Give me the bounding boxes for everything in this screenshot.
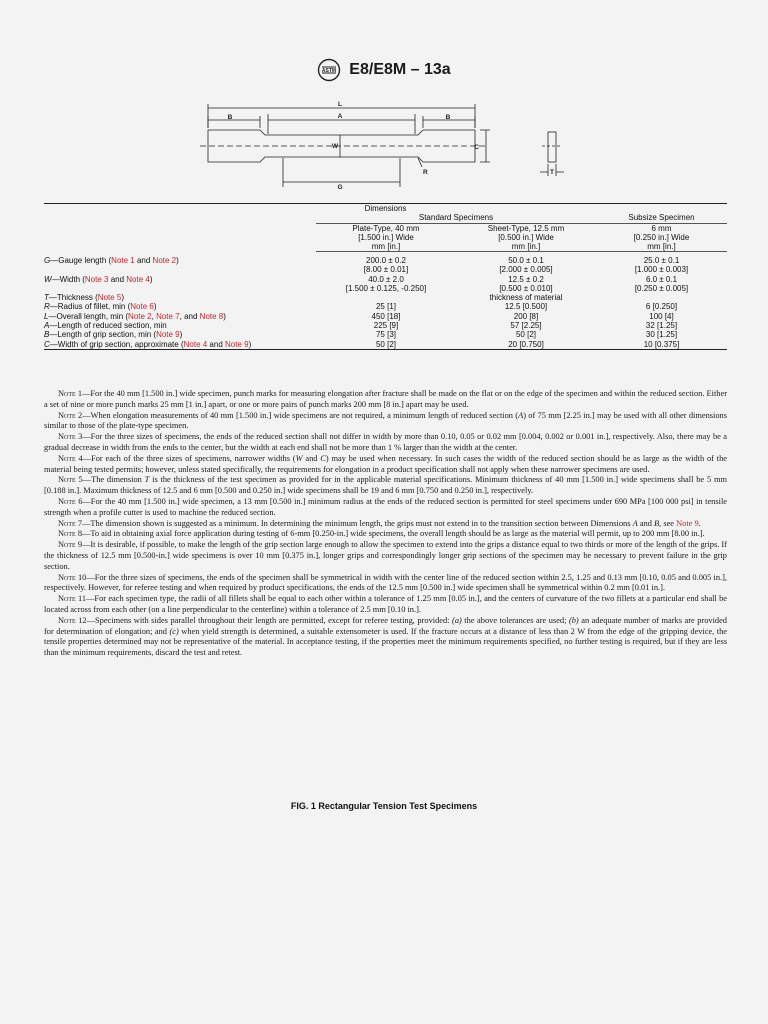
units-sheet: mm [in.] [456,242,596,252]
col-plate-line2: [1.500 in.] Wide [358,232,414,242]
dim-label-b-left: B [227,114,233,121]
dim-label-g: G [337,184,343,191]
col-sheet-line2: [0.500 in.] Wide [498,232,554,242]
note-2: Note 2—When elongation measurements of 40 mm [1.500 in.] wide specimens are not required, a minimum length of reduced section (A) of 75 mm [2.25 in.] may be used with all other dimensions similar to those of the plate-type specimen. [44,410,728,431]
units-plate: mm [in.] [316,242,456,252]
note-5-link[interactable]: Note 5 [97,293,122,303]
note-7-link[interactable]: Note 7 [156,311,180,321]
dimensions-table [44,203,727,350]
note-2-link[interactable]: Note 2 [152,255,177,265]
page-header [0,58,768,82]
note-11: Note 11—For each specimen type, the radii of all fillets shall be equal to each other within a tolerance of 1.25 mm [0.05 in.], and the centers of curvature of the two fillets at a particular end shall be located across from each other (on a line perpendicular to the centerline) within a tolerance of 2.5 mm [0.10 in.]. [44,594,727,614]
astm-logo-icon [317,58,341,82]
note-4: Note 4—For each of the three sizes of specimens, narrower widths (W and C) may be used when necessary. In such cases the width of the reduced section should be as large as the width of the material being tested permits; however, unless stated specifically, the requirements for elongation in a product specification shall not apply when these narrower specimens are used. [44,453,728,474]
note-5: Note 5—The dimension T is the thickness of the test specimen as provided for in the applicable material specifications. Minimum thickness of 40 mm [1.500 in.] wide specimens shall be 5 mm [0.188 in.]. Maximum thickness of 12.5 and 6 mm [0.500 and 0.250 in.] wide specimens shall be 19 and 6 mm [0.750 and 0.250 in.], respectively. [44,475,727,496]
table-row: A—Length of reduced section, min 225 [9] 57 [2.25] 32 [1.25] [44,321,678,331]
units-subsize: mm [in.] [596,242,727,252]
notes-section [44,389,727,659]
note-8-link[interactable]: Note 8 [199,311,224,321]
note-3-link[interactable]: Note 3 [84,274,109,284]
note-1: Note 1—For the 40 mm [1.500 in.] wide specimen, punch marks for measuring elongation after fracture shall be made on the flat or on the edge of the specimen and within the reduced section. Either a set of nine or more punch marks 25 mm [1 in.] apart, or one or more pairs of punch marks 200 mm [8 in.] apart may be used. [44,389,727,409]
note-4-link[interactable]: Note 4 [183,339,208,349]
svg-text:ASTM: ASTM [322,68,337,75]
note-12: Note 12—Specimens with sides parallel throughout their length are permitted, except for referee testing, provided: (a) the above tolerances are used; (b) an adequate number of marks are provided for determination of elongation; and (c) when yield strength is determined, a suitable extensometer is used. If the fracture occurs at a distance of less than 2 W from the edge of the gripping device, the tensile properties determined may not be representative of the material. In acceptance testing, if the properties meet the minimum requirements specified, no further testing is required, but if they are less than the minimum requirements, discard the test and retest. [44,615,727,658]
note-2-link[interactable]: Note 2 [128,311,152,321]
table-row: R—Radius of fillet, min (Note 6) 25 [1] 12.5 [0.500] 6 [0.250] [44,302,678,312]
note-1-link[interactable]: Note 1 [111,255,135,265]
table-row: C—Width of grip section, approximate (Note 4 and Note 9) 50 [2] 20 [0.750] 10 [0.375] [44,340,727,350]
note-6-link[interactable]: Note 6 [130,302,154,312]
group-standard: Standard Specimens [316,213,596,223]
col-subsize-line2: [0.250 in.] Wide [633,232,690,242]
dim-label-b-right: B [445,114,451,121]
table-row: B—Length of grip section, min (Note 9) 75 [3] 50 [2] 30 [1.25] [44,330,678,340]
note-10: Note 10—For the three sizes of specimens, the ends of the specimen shall be symmetrical in width with the center line of the reduced section within 2.5, 1.25 and 0.13 mm [0.10, 0.05 and 0.005 in.], respectively. However, for referee testing and when required by product specifications, the ends of the 12.5 mm [0.500 in.] wide specimen shall be symmetrical within 0.2 mm [0.01 in.]. [44,572,727,593]
note-4-link[interactable]: Note 4 [126,274,150,284]
dim-label-l: L [338,101,342,108]
dim-label-t: T [550,169,554,176]
note-9-link[interactable]: Note 9 [156,330,180,340]
table-row: G—Gauge length (Note 1 and Note 2) 200.0 ± 0.2 [8.00 ± 0.01] 50.0 ± 0.1 [2.000 ± 0.005] 25.0 ± 0.1 [1.000 ± 0.003] [44,255,689,275]
note-9-link[interactable]: Note 9 [225,339,249,349]
table-row: L—Overall length, min (Note 2, Note 7, and Note 8) 450 [18] 200 [8] 100 [4] [44,311,674,321]
note-6: Note 6—For the 40 mm [1.500 in.] wide specimen, a 13 mm [0.500 in.] minimum radius at the ends of the reduced section is permitted for steel specimens under 690 MPa [100 000 psi] in tensile strength when a profile cutter is used to machine the reduced section. [44,496,727,517]
col-subsize-line1: 6 mm [651,223,672,233]
table-row: W—Width (Note 3 and Note 4) 40.0 ± 2.0 [1.500 ± 0.125, -0.250] 12.5 ± 0.2 [0.500 ± 0.010] 6.0 ± 0.1 [0.250 ± 0.005] [44,274,689,293]
note-8: Note 8—To aid in obtaining axial force application during testing of 6-mm [0.250-in.] wide specimens, the overall length should be as large as the material will permit, up to 200 mm [8.00 in.]. [58,529,705,539]
dim-label-r: R [423,169,428,176]
group-subsize: Subsize Specimen [596,213,727,223]
specimen-drawing [190,92,580,202]
standard-designation: E8/E8M – 13a [349,61,451,78]
note-7: Note 7—The dimension shown is suggested as a minimum. In determining the minimum length, the grips must not extend in to the transition section between Dimensions A and B, see Note 9. [58,518,701,528]
dim-label-w: W [331,143,338,150]
col-plate-line1: Plate-Type, 40 mm [352,223,420,233]
dim-label-c: C [474,144,479,151]
table-row: T—Thickness (Note 5) thickness of material [44,293,563,303]
col-sheet-line1: Sheet-Type, 12.5 mm [487,223,565,233]
note-9: Note 9—It is desirable, if possible, to make the length of the grip section large enough to allow the specimen to extend into the grips a distance equal to two thirds or more of the length of the grips. If the thickness of 12.5 mm [0.500-in.] wide specimens is over 10 mm [0.375 in.], longer grips and correspondingly longer grip sections of the specimen may be necessary to prevent failure in the grip section. [44,540,727,571]
note-9-link[interactable]: Note 9 [676,518,699,528]
figure-caption: FIG. 1 Rectangular Tension Test Specimens [290,801,478,811]
table-caption: Dimensions [44,204,727,214]
note-3: Note 3—For the three sizes of specimens, the ends of the reduced section shall not differ in width by more than 0.10, 0.05 or 0.02 mm [0.004, 0.002 or 0.001 in.], respectively. Also, there may be a gradual decrease in width from the ends to the center, but the width at each end shall not be more than 1 % larger than the width at the center. [44,432,727,452]
dim-label-a: A [337,113,343,120]
